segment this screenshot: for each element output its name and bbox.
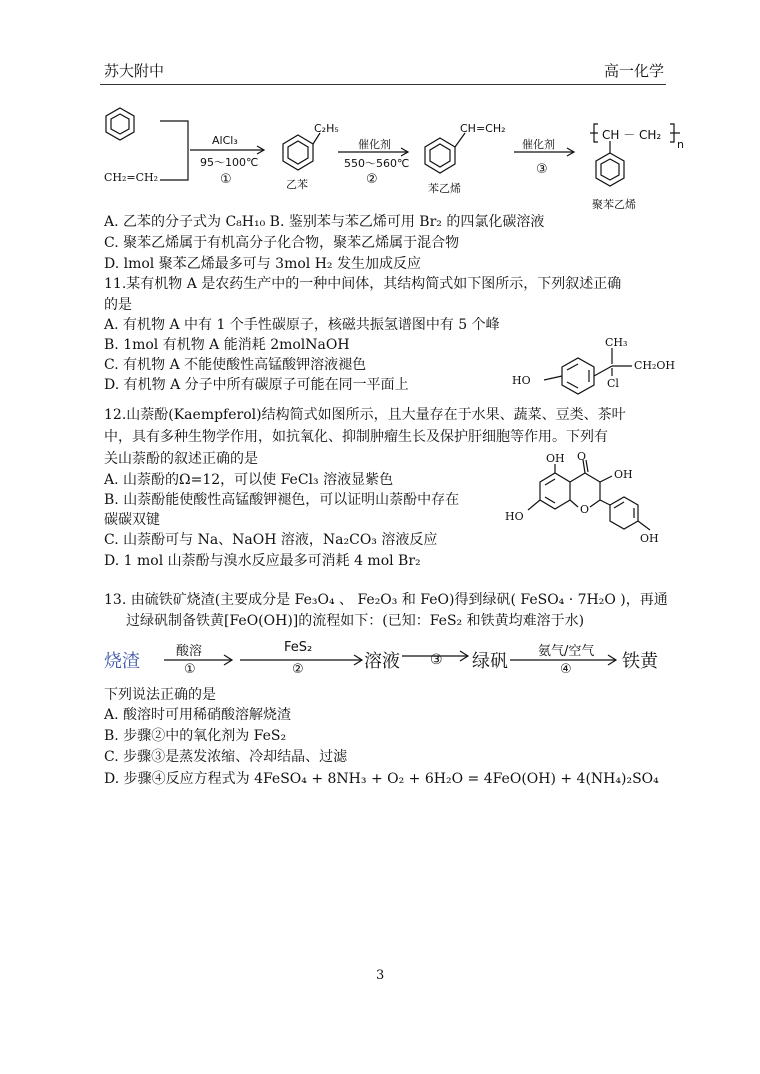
page-number: 3: [376, 968, 385, 983]
q12-struct-o-top: O: [577, 450, 587, 463]
step3-reagent: 催化剂: [522, 138, 555, 151]
styrene-ring: [425, 133, 465, 173]
q12-stem-line1: 12.山萘酚(Kaempferol)结构简式如图所示，且大量存在于水果、蔬菜、豆类、茶叶: [104, 407, 626, 423]
q11-option-d: D. 有机物 A 分子中所有碳原子可能在同一平面上: [104, 377, 409, 393]
flow-node-slag: 烧渣: [104, 651, 140, 672]
flow-step4-number: ④: [560, 662, 572, 677]
q13-stem-line1: 13. 由硫铁矿烧渣(主要成分是 Fe₃O₄ 、 Fe₂O₃ 和 FeO)得到绿矾( FeSO₄ · 7H₂O )，再通: [104, 592, 668, 608]
polystyrene-label: 聚苯乙烯: [592, 198, 636, 211]
flow-node-green-vitriol: 绿矾: [472, 651, 508, 672]
flow-step2-number: ②: [292, 662, 304, 677]
step1-condition: 95～100℃: [200, 156, 259, 169]
q12-struct-o-ring: O: [580, 503, 590, 516]
q13-option-b: B. 步骤②中的氧化剂为 FeS₂: [104, 728, 287, 744]
q13-option-d: D. 步骤④反应方程式为 4FeSO₄ + 8NH₃ + O₂ + 6H₂O = 4FeO(OH) + 4(NH₄)₂SO₄: [104, 771, 659, 787]
header-subject: 高一化学: [604, 62, 665, 80]
flow-node-solution: 溶液: [364, 651, 400, 672]
q12-option-b-line2: 碳碳双键: [104, 512, 160, 528]
step3-number: ③: [536, 162, 548, 177]
q10-option-d: D. lmol 聚苯乙烯最多可与 3mol H₂ 发生加成反应: [104, 256, 421, 272]
arrow-step-1: [190, 146, 264, 154]
styrene-label: 苯乙烯: [428, 182, 461, 195]
q13-stem-line2: 过绿矾制备铁黄[FeO(OH)]的流程如下：(已知：FeS₂ 和铁黄均难溶于水): [126, 613, 585, 629]
ethylbenzene-label: 乙苯: [286, 178, 308, 191]
flow-step1-label: 酸溶: [176, 644, 203, 659]
q11-option-c: C. 有机物 A 不能使酸性高锰酸钾溶液褪色: [104, 357, 367, 373]
benzene-ring: [106, 108, 134, 140]
polymer-chain: CH － CH₂: [602, 128, 662, 142]
ethyl-substituent: C₂H₅: [314, 122, 339, 135]
ethylbenzene-ring: [283, 133, 320, 170]
q12-option-a: A. 山萘酚的Ω=12，可以使 FeCl₃ 溶液显紫色: [104, 472, 394, 488]
polymer-n: n: [677, 138, 684, 151]
polystyrene-ring: [596, 153, 624, 186]
q13-option-a: A. 酸溶时可用稀硝酸溶解烧渣: [104, 707, 292, 723]
q11-stem-line2: 的是: [104, 297, 132, 313]
q10-option-a-b: A. 乙苯的分子式为 C₈H₁₀ B. 鉴别苯与苯乙烯可用 Br₂ 的四氯化碳溶液: [104, 214, 545, 230]
q11-struct-ch2oh: CH₂OH: [634, 359, 676, 372]
q11-struct-cl: Cl: [607, 377, 619, 390]
q12-struct-oh-right: OH: [614, 468, 633, 481]
flow-step2-label: FeS₂: [284, 640, 313, 655]
q11-option-a: A. 有机物 A 中有 1 个手性碳原子，核磁共振氢谱图中有 5 个峰: [104, 317, 500, 333]
flow-step1-number: ①: [184, 662, 196, 677]
step2-condition: 550～560℃: [344, 157, 410, 170]
q12-struct-oh-ring: OH: [640, 532, 659, 545]
q11-struct-ch3: CH₃: [605, 336, 628, 349]
flow-step4-label: 氨气/空气: [538, 644, 595, 659]
flow-step3-number: ③: [430, 652, 443, 668]
reactant-bracket: [160, 121, 188, 180]
q12-option-d: D. 1 mol 山萘酚与溴水反应最多可消耗 4 mol Br₂: [104, 553, 421, 569]
q11-stem-line1: 11.某有机物 A 是农药生产中的一种中间体，其结构简式如下图所示，下列叙述正确: [104, 276, 622, 292]
q12-struct-ho-left: HO: [505, 510, 524, 523]
q13-ask: 下列说法正确的是: [104, 687, 216, 703]
q10-option-c: C. 聚苯乙烯属于有机高分子化合物，聚苯乙烯属于混合物: [104, 235, 460, 251]
step1-reagent: AlCl₃: [212, 134, 238, 147]
q12-struct-oh-top: OH: [546, 452, 565, 465]
q11-option-b: B. 1mol 有机物 A 能消耗 2molNaOH: [104, 337, 350, 353]
q12-option-c: C. 山萘酚可与 Na、NaOH 溶液，Na₂CO₃ 溶液反应: [104, 532, 438, 548]
q12-stem-line3: 关山萘酚的叙述正确的是: [104, 451, 258, 467]
q12-stem-line2: 中，具有多种生物学作用，如抗氧化、抑制肿瘤生长及保护肝细胞等作用。下列有: [104, 429, 608, 445]
q13-option-c: C. 步骤③是蒸发浓缩、冷却结晶、过滤: [104, 749, 348, 765]
step2-reagent: 催化剂: [358, 138, 391, 151]
vinyl-substituent: CH=CH₂: [460, 122, 506, 135]
q12-option-b-line1: B. 山萘酚能使酸性高锰酸钾褪色，可以证明山萘酚中存在: [104, 492, 460, 508]
header-school: 苏大附中: [104, 62, 165, 80]
step1-number: ①: [220, 172, 232, 187]
step2-number: ②: [366, 172, 378, 187]
ethylene-label: CH₂=CH₂: [104, 171, 159, 184]
flow-node-iron-yellow: 铁黄: [622, 651, 658, 672]
q11-struct-ho: HO: [512, 374, 531, 387]
